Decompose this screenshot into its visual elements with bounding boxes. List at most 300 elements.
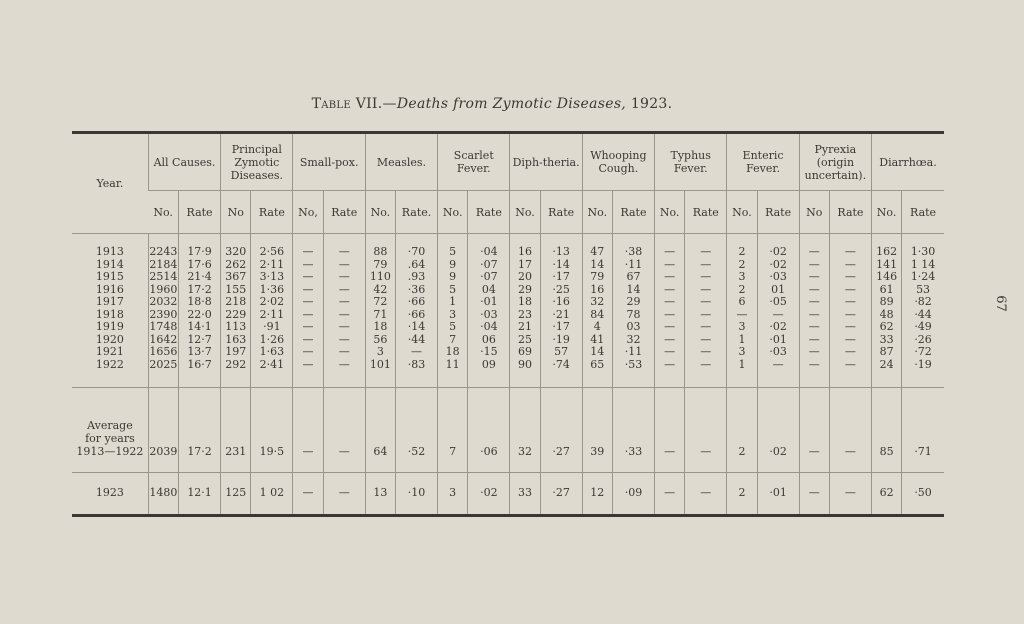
data-cell: — xyxy=(829,259,871,272)
data-cell: — xyxy=(829,284,871,297)
data-cell: ·72 xyxy=(902,346,944,359)
data-cell: — xyxy=(829,346,871,359)
data-cell: — xyxy=(293,234,323,259)
data-cell: — xyxy=(829,296,871,309)
group-header: Principal Zymotic Diseases. xyxy=(221,133,293,191)
group-header-row xyxy=(72,133,944,191)
data-cell: 1·24 xyxy=(902,271,944,284)
table-row xyxy=(72,234,944,259)
data-cell: 47 xyxy=(582,234,612,259)
data-cell: — xyxy=(293,334,323,347)
average-cell: 17·2 xyxy=(178,388,220,473)
data-cell: — xyxy=(799,334,829,347)
data-cell: 56 xyxy=(365,334,395,347)
data-cell: 1·63 xyxy=(251,346,293,359)
table-title-year: 1923. xyxy=(630,96,673,112)
data-cell: ·19 xyxy=(540,334,582,347)
average-cell: 7 xyxy=(438,388,468,473)
subheader-cell: No. xyxy=(438,191,468,234)
data-cell: ·44 xyxy=(395,334,437,347)
subheader-cell: No xyxy=(799,191,829,234)
data-cell: — xyxy=(685,284,727,297)
data-cell: 3 xyxy=(727,346,757,359)
data-cell: 16 xyxy=(582,284,612,297)
data-cell: 14 xyxy=(582,346,612,359)
data-cell: — xyxy=(293,271,323,284)
data-cell: ·21 xyxy=(540,309,582,322)
data-cell: — xyxy=(323,359,365,388)
data-cell: 2·11 xyxy=(251,309,293,322)
data-cell: 367 xyxy=(221,271,251,284)
data-cell: — xyxy=(655,359,685,388)
group-header: Small-pox. xyxy=(293,133,365,191)
average-cell: 39 xyxy=(582,388,612,473)
year-cell: 1920 xyxy=(95,332,124,346)
data-cell: ·26 xyxy=(902,334,944,347)
data-cell: — xyxy=(323,309,365,322)
group-header: Diph-theria. xyxy=(510,133,582,191)
data-cell: ·38 xyxy=(612,234,654,259)
average-cell: ·27 xyxy=(540,388,582,473)
data-cell: ·07 xyxy=(468,259,510,272)
data-cell: — xyxy=(727,309,757,322)
data-cell: 79 xyxy=(365,259,395,272)
data-cell: 2025 xyxy=(148,359,178,388)
data-cell: ·17 xyxy=(540,321,582,334)
data-cell: — xyxy=(655,296,685,309)
table-row xyxy=(72,271,944,284)
data-cell: 229 xyxy=(221,309,251,322)
data-cell: 5 xyxy=(438,321,468,334)
data-cell: — xyxy=(757,309,799,322)
data-cell: 2 xyxy=(727,473,757,516)
data-cell: 12 xyxy=(582,473,612,516)
subheader-cell: Rate xyxy=(757,191,799,234)
data-cell: 33 xyxy=(510,473,540,516)
data-cell: 17·2 xyxy=(178,284,220,297)
zymotic-deaths-table xyxy=(72,131,944,517)
data-cell: 03 xyxy=(612,321,654,334)
group-header: Scarlet Fever. xyxy=(438,133,510,191)
data-cell: — xyxy=(323,284,365,297)
data-cell: ·02 xyxy=(757,234,799,259)
data-cell: — xyxy=(799,321,829,334)
data-cell: 2 xyxy=(727,234,757,259)
data-cell: 12·7 xyxy=(178,334,220,347)
data-cell: 1642 xyxy=(149,332,178,346)
data-cell: ·01 xyxy=(757,334,799,347)
data-cell: — xyxy=(655,259,685,272)
data-cell: 141 xyxy=(872,259,902,272)
data-cell: — xyxy=(829,271,871,284)
data-cell: — xyxy=(655,346,685,359)
average-cell: 2 xyxy=(727,388,757,473)
year-cell: 1918 xyxy=(95,307,124,321)
data-cell: .64 xyxy=(395,259,437,272)
data-cell: — xyxy=(655,271,685,284)
data-cell: — xyxy=(655,334,685,347)
data-cell: — xyxy=(799,234,829,259)
year-cell: 1915 xyxy=(95,270,124,283)
data-cell: 61 xyxy=(872,284,902,297)
data-cell: ·03 xyxy=(468,309,510,322)
data-cell: ·03 xyxy=(757,346,799,359)
average-cell: — xyxy=(293,388,323,473)
average-cell: — xyxy=(685,388,727,473)
data-cell: 18 xyxy=(438,346,468,359)
data-cell: 218 xyxy=(221,296,251,309)
data-cell: ·04 xyxy=(468,321,510,334)
data-cell: 3 xyxy=(727,271,757,284)
subheader-cell: Rate xyxy=(468,191,510,234)
data-cell: ·02 xyxy=(468,473,510,516)
data-cell: 29 xyxy=(510,284,540,297)
data-cell: — xyxy=(395,346,437,359)
data-cell: — xyxy=(655,473,685,516)
data-cell: ·04 xyxy=(468,234,510,259)
data-cell: 2 xyxy=(727,259,757,272)
data-cell: 23 xyxy=(510,309,540,322)
data-cell: 11 xyxy=(438,359,468,388)
data-cell: 42 xyxy=(365,284,395,297)
data-cell: — xyxy=(829,321,871,334)
data-cell: 53 xyxy=(902,284,944,297)
average-cell: ·02 xyxy=(757,388,799,473)
data-cell: — xyxy=(685,346,727,359)
data-cell: 21·4 xyxy=(178,271,220,284)
data-cell: 18 xyxy=(365,321,395,334)
subheader-cell: Rate xyxy=(612,191,654,234)
data-cell: 16 xyxy=(510,234,540,259)
data-cell: 13 xyxy=(365,473,395,516)
data-cell: 13·7 xyxy=(178,346,220,359)
data-cell: — xyxy=(323,321,365,334)
data-cell: 2243 xyxy=(148,234,178,259)
data-cell: 14·1 xyxy=(178,321,220,334)
subheader-cell: Rate xyxy=(178,191,220,234)
data-cell: 3·13 xyxy=(251,271,293,284)
year-cell: 1919 xyxy=(95,320,124,333)
data-cell: 1 xyxy=(727,359,757,388)
data-cell: ·19 xyxy=(902,359,944,388)
data-cell: 6 xyxy=(727,296,757,309)
average-cell: — xyxy=(655,388,685,473)
data-cell: — xyxy=(323,473,365,516)
data-cell: — xyxy=(829,309,871,322)
data-cell: 33 xyxy=(872,334,902,347)
group-header: All Causes. xyxy=(148,133,220,191)
average-cell: ·06 xyxy=(468,388,510,473)
subheader-cell: Rate xyxy=(323,191,365,234)
data-cell: ·02 xyxy=(757,259,799,272)
average-cell: ·71 xyxy=(902,388,944,473)
data-cell: 87 xyxy=(872,346,902,359)
average-cell: 64 xyxy=(365,388,395,473)
data-cell: — xyxy=(655,284,685,297)
data-cell: 17·6 xyxy=(178,259,220,272)
data-cell: ·49 xyxy=(902,321,944,334)
data-cell: 48 xyxy=(872,309,902,322)
data-cell: ·01 xyxy=(468,296,510,309)
data-cell: — xyxy=(293,359,323,388)
data-cell: ·44 xyxy=(902,309,944,322)
data-cell: — xyxy=(799,296,829,309)
year-cell: 1916 xyxy=(95,282,124,296)
data-cell: 18 xyxy=(510,296,540,309)
data-cell: — xyxy=(829,359,871,388)
average-cell: — xyxy=(829,388,871,473)
data-cell: — xyxy=(685,334,727,347)
subheader-cell: Rate xyxy=(251,191,293,234)
data-cell: 65 xyxy=(582,359,612,388)
data-cell: ·10 xyxy=(395,473,437,516)
average-label xyxy=(72,388,148,473)
data-cell: 9 xyxy=(438,259,468,272)
subheader-cell: No xyxy=(221,191,251,234)
data-cell: — xyxy=(323,234,365,259)
data-cell: 22·0 xyxy=(178,309,220,322)
data-cell: ·27 xyxy=(540,473,582,516)
data-cell: — xyxy=(799,346,829,359)
average-cell: ·33 xyxy=(612,388,654,473)
average-label-line: 1913—1922 xyxy=(76,445,144,458)
data-cell: ·02 xyxy=(757,321,799,334)
data-cell: 1 02 xyxy=(251,473,293,516)
data-cell: — xyxy=(293,259,323,272)
data-cell: 84 xyxy=(582,309,612,322)
average-cell: 231 xyxy=(221,388,251,473)
data-cell: ·09 xyxy=(612,473,654,516)
subheader-cell: No. xyxy=(727,191,757,234)
data-cell: 146 xyxy=(872,271,902,284)
data-cell: 01 xyxy=(757,284,799,297)
data-cell: 3 xyxy=(438,309,468,322)
year-cell: 1914 xyxy=(95,257,124,271)
data-cell: 7 xyxy=(438,334,468,347)
data-cell: 1480 xyxy=(148,473,178,516)
data-cell: 1·26 xyxy=(251,334,293,347)
data-cell: 17 xyxy=(510,259,540,272)
data-cell: 1960 xyxy=(149,282,178,296)
data-cell: 9 xyxy=(438,271,468,284)
data-cell: 06 xyxy=(468,334,510,347)
subheader-cell: Rate. xyxy=(395,191,437,234)
data-cell: — xyxy=(799,271,829,284)
data-cell: — xyxy=(829,473,871,516)
data-cell: ·01 xyxy=(757,473,799,516)
data-cell: 2·11 xyxy=(251,259,293,272)
year-cell: 1921 xyxy=(95,345,124,358)
data-cell: 3 xyxy=(365,346,395,359)
data-cell: — xyxy=(293,321,323,334)
year-header: Year. xyxy=(72,133,148,234)
data-cell: 3 xyxy=(727,321,757,334)
data-cell: — xyxy=(685,321,727,334)
table-title-prefix: Table VII.— xyxy=(311,96,397,112)
average-cell: — xyxy=(799,388,829,473)
data-cell: 110 xyxy=(365,271,395,284)
data-cell: 09 xyxy=(468,359,510,388)
data-cell: ·66 xyxy=(395,309,437,322)
year-cell: 1913 xyxy=(72,234,148,259)
data-cell: ·74 xyxy=(540,359,582,388)
data-cell: 5 xyxy=(438,284,468,297)
data-cell: ·50 xyxy=(902,473,944,516)
data-cell: 2·02 xyxy=(251,296,293,309)
subheader-cell: Rate xyxy=(829,191,871,234)
data-cell: — xyxy=(685,271,727,284)
data-cell: 197 xyxy=(221,346,251,359)
data-cell: 162 xyxy=(872,234,902,259)
data-cell: ·14 xyxy=(395,321,437,334)
subheader-cell: Rate xyxy=(902,191,944,234)
year-cell: 1922 xyxy=(95,357,124,371)
data-cell: 57 xyxy=(540,346,582,359)
year-cell: 1923 xyxy=(72,473,148,516)
data-cell: — xyxy=(685,234,727,259)
data-cell: — xyxy=(799,284,829,297)
data-cell: 78 xyxy=(612,309,654,322)
average-cell: 19·5 xyxy=(251,388,293,473)
data-cell: ·82 xyxy=(902,296,944,309)
data-cell: 69 xyxy=(510,346,540,359)
subheader-cell: No. xyxy=(365,191,395,234)
data-cell: — xyxy=(323,346,365,359)
group-header: Measles. xyxy=(365,133,437,191)
average-cell: 2039 xyxy=(148,388,178,473)
subheader-cell: No, xyxy=(293,191,323,234)
data-cell: — xyxy=(685,309,727,322)
data-cell: 163 xyxy=(221,334,251,347)
average-cell: 32 xyxy=(510,388,540,473)
data-cell: ·13 xyxy=(540,234,582,259)
data-cell: 14 xyxy=(612,284,654,297)
data-cell: .93 xyxy=(395,271,437,284)
subheader-cell: No. xyxy=(872,191,902,234)
data-cell: 67 xyxy=(612,271,654,284)
page-number: 67 xyxy=(992,295,1008,312)
data-cell: 3 xyxy=(438,473,468,516)
subheader-cell: No. xyxy=(655,191,685,234)
data-cell: — xyxy=(685,296,727,309)
group-header: Whooping Cough. xyxy=(582,133,654,191)
data-cell: ·07 xyxy=(468,271,510,284)
data-cell: 1 xyxy=(727,334,757,347)
data-cell: — xyxy=(293,284,323,297)
data-cell: — xyxy=(655,234,685,259)
data-cell: 113 xyxy=(221,321,251,334)
data-cell: 5 xyxy=(438,234,468,259)
data-cell: — xyxy=(293,296,323,309)
group-header: Typhus Fever. xyxy=(655,133,727,191)
data-cell: 79 xyxy=(582,271,612,284)
data-cell: 1656 xyxy=(149,345,178,358)
average-cell: — xyxy=(323,388,365,473)
year-cell: 1917 xyxy=(95,295,124,308)
data-cell: ·83 xyxy=(395,359,437,388)
table-title xyxy=(0,96,984,112)
data-cell: ·14 xyxy=(540,259,582,272)
data-cell: 29 xyxy=(612,296,654,309)
data-cell: ·91 xyxy=(251,321,293,334)
data-cell: 21 xyxy=(510,321,540,334)
data-cell: 14 xyxy=(582,259,612,272)
data-cell: 101 xyxy=(365,359,395,388)
data-cell: ·66 xyxy=(395,296,437,309)
data-cell: 1 xyxy=(438,296,468,309)
average-row xyxy=(72,388,944,473)
data-cell: ·11 xyxy=(612,346,654,359)
average-cell: 85 xyxy=(872,388,902,473)
subheader-cell: No. xyxy=(510,191,540,234)
data-cell: 24 xyxy=(872,359,902,388)
group-header: Diarrhœa. xyxy=(872,133,944,191)
data-cell: 62 xyxy=(872,321,902,334)
data-cell: — xyxy=(655,321,685,334)
data-cell: 18·8 xyxy=(178,296,220,309)
data-cell: ·03 xyxy=(757,271,799,284)
data-cell: 2184 xyxy=(149,257,178,271)
data-cell: — xyxy=(799,359,829,388)
data-cell: 2514 xyxy=(149,270,178,283)
data-cell: ·25 xyxy=(540,284,582,297)
data-cell: — xyxy=(799,259,829,272)
data-cell: 292 xyxy=(221,359,251,388)
data-cell: — xyxy=(323,259,365,272)
data-cell: 2 xyxy=(727,284,757,297)
data-cell: 320 xyxy=(221,234,251,259)
data-cell: 125 xyxy=(221,473,251,516)
table-row xyxy=(72,296,944,309)
data-cell: ·53 xyxy=(612,359,654,388)
subheader-cell: No. xyxy=(582,191,612,234)
average-cell: ·52 xyxy=(395,388,437,473)
data-cell: ·16 xyxy=(540,296,582,309)
table-row xyxy=(72,346,944,359)
data-cell: — xyxy=(685,259,727,272)
data-cell: — xyxy=(829,334,871,347)
data-cell: 4 xyxy=(582,321,612,334)
data-cell: ·36 xyxy=(395,284,437,297)
data-cell: — xyxy=(323,296,365,309)
data-cell: — xyxy=(685,359,727,388)
data-cell: 90 xyxy=(510,359,540,388)
subheader-cell: No. xyxy=(148,191,178,234)
data-cell: 62 xyxy=(872,473,902,516)
average-label-line: for years xyxy=(85,432,135,445)
subheader-row xyxy=(72,191,944,234)
data-cell: 1748 xyxy=(149,320,178,333)
data-cell: — xyxy=(685,473,727,516)
data-cell: — xyxy=(757,359,799,388)
table-row xyxy=(72,359,944,388)
data-cell: ·17 xyxy=(540,271,582,284)
data-cell: — xyxy=(293,309,323,322)
data-cell: 262 xyxy=(221,259,251,272)
data-cell: 32 xyxy=(582,296,612,309)
data-cell: ·11 xyxy=(612,259,654,272)
average-label-line: Average xyxy=(87,419,133,432)
data-cell: 2·41 xyxy=(251,359,293,388)
data-cell: — xyxy=(293,473,323,516)
subheader-cell: Rate xyxy=(685,191,727,234)
data-cell: 16·7 xyxy=(178,359,220,388)
data-cell: ·15 xyxy=(468,346,510,359)
data-cell: 2390 xyxy=(149,307,178,321)
year-1923-row xyxy=(72,473,944,516)
data-cell: — xyxy=(655,309,685,322)
data-cell: 71 xyxy=(365,309,395,322)
